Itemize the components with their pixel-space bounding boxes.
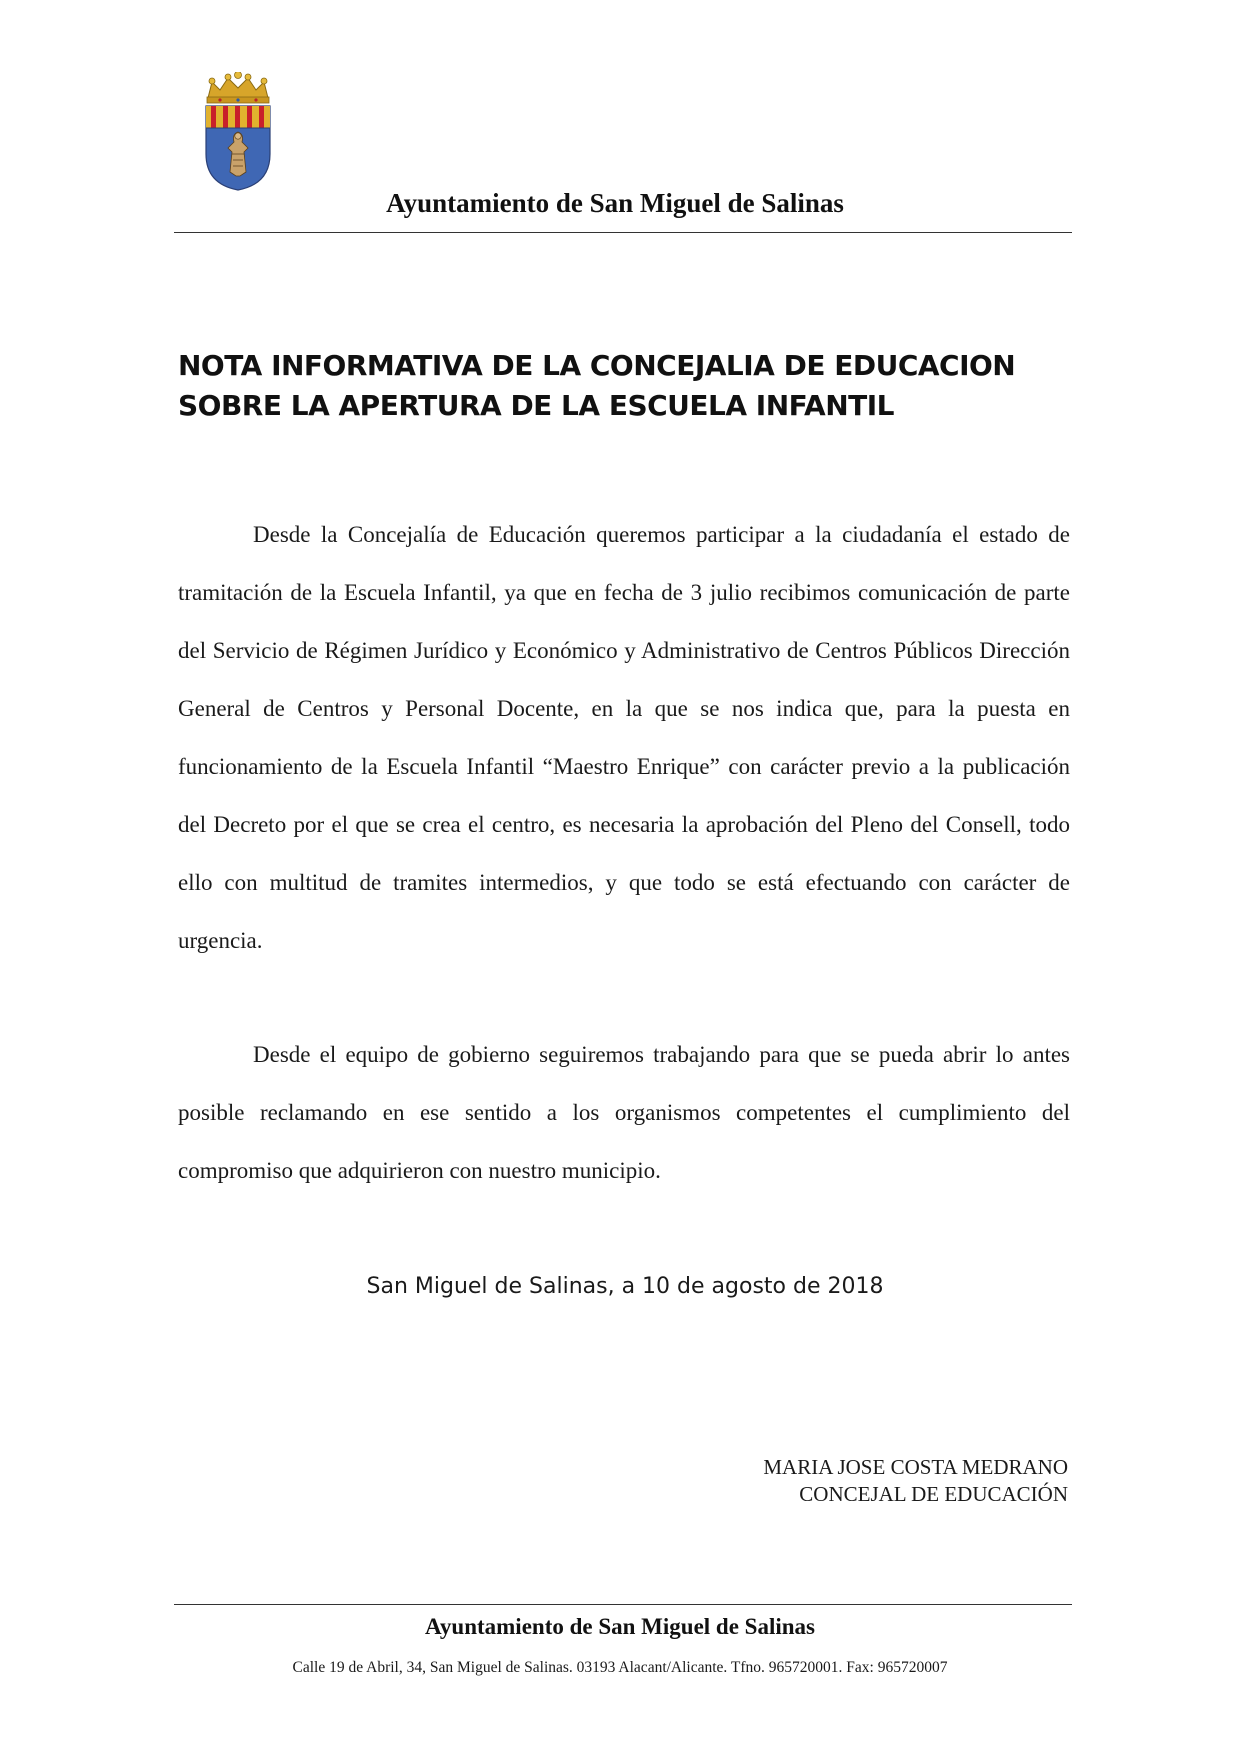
document-title [178, 346, 1078, 426]
place-and-date: San Miguel de Salinas, a 10 de agosto de 2018 [366, 1274, 884, 1299]
footer-organization-name: Ayuntamiento de San Miguel de Salinas [425, 1614, 815, 1639]
signatory-name: MARIA JOSE COSTA MEDRANO [763, 1455, 1068, 1479]
crown-icon [207, 72, 269, 103]
document-title-line-2: SOBRE LA APERTURA DE LA ESCUELA INFANTIL [178, 389, 895, 422]
signatory-role: CONCEJAL DE EDUCACIÓN [799, 1482, 1068, 1506]
footer-address: Calle 19 de Abril, 34, San Miguel de Salinas. 03193 Alacant/Alicante. Tfno. 965720001. Fax: 965720007 [292, 1659, 948, 1676]
signature-block [763, 1454, 1068, 1508]
header-organization-name: Ayuntamiento de San Miguel de Salinas [386, 188, 844, 218]
body-paragraph-1-block [178, 506, 1070, 970]
header-divider [174, 232, 1072, 233]
coat-of-arms-logo [202, 72, 274, 192]
body-paragraph-1: Desde la Concejalía de Educación queremos participar a la ciudadanía el estado de tramitación de la Escuela Infantil, ya que en fecha de 3 julio recibimos comunicación de parte del Servicio de Régimen Jurídico y Económico y Administrativo de Centros Públicos Dirección General de Centros y Personal Docente, en la que se nos indica que, para la puesta en funcionamiento de la Escuela Infantil “Maestro Enrique” con carácter previo a la publicación del Decreto por el que se crea el centro, es necesaria la aprobación del Pleno del Consell, todo ello con multitud de tramites intermedios, y que todo se está efectuando con carácter de urgencia. [178, 522, 1070, 953]
document-title-line-1: NOTA INFORMATIVA DE LA CONCEJALIA DE EDUCACION [178, 349, 1016, 382]
shield-icon [206, 106, 270, 190]
footer-divider [174, 1604, 1072, 1605]
body-paragraph-2-block [178, 1026, 1070, 1200]
body-paragraph-2: Desde el equipo de gobierno seguiremos trabajando para que se pueda abrir lo antes posible reclamando en ese sentido a los organismos competentes el cumplimiento del compromiso que adquirieron con nuestro municipio. [178, 1042, 1070, 1183]
